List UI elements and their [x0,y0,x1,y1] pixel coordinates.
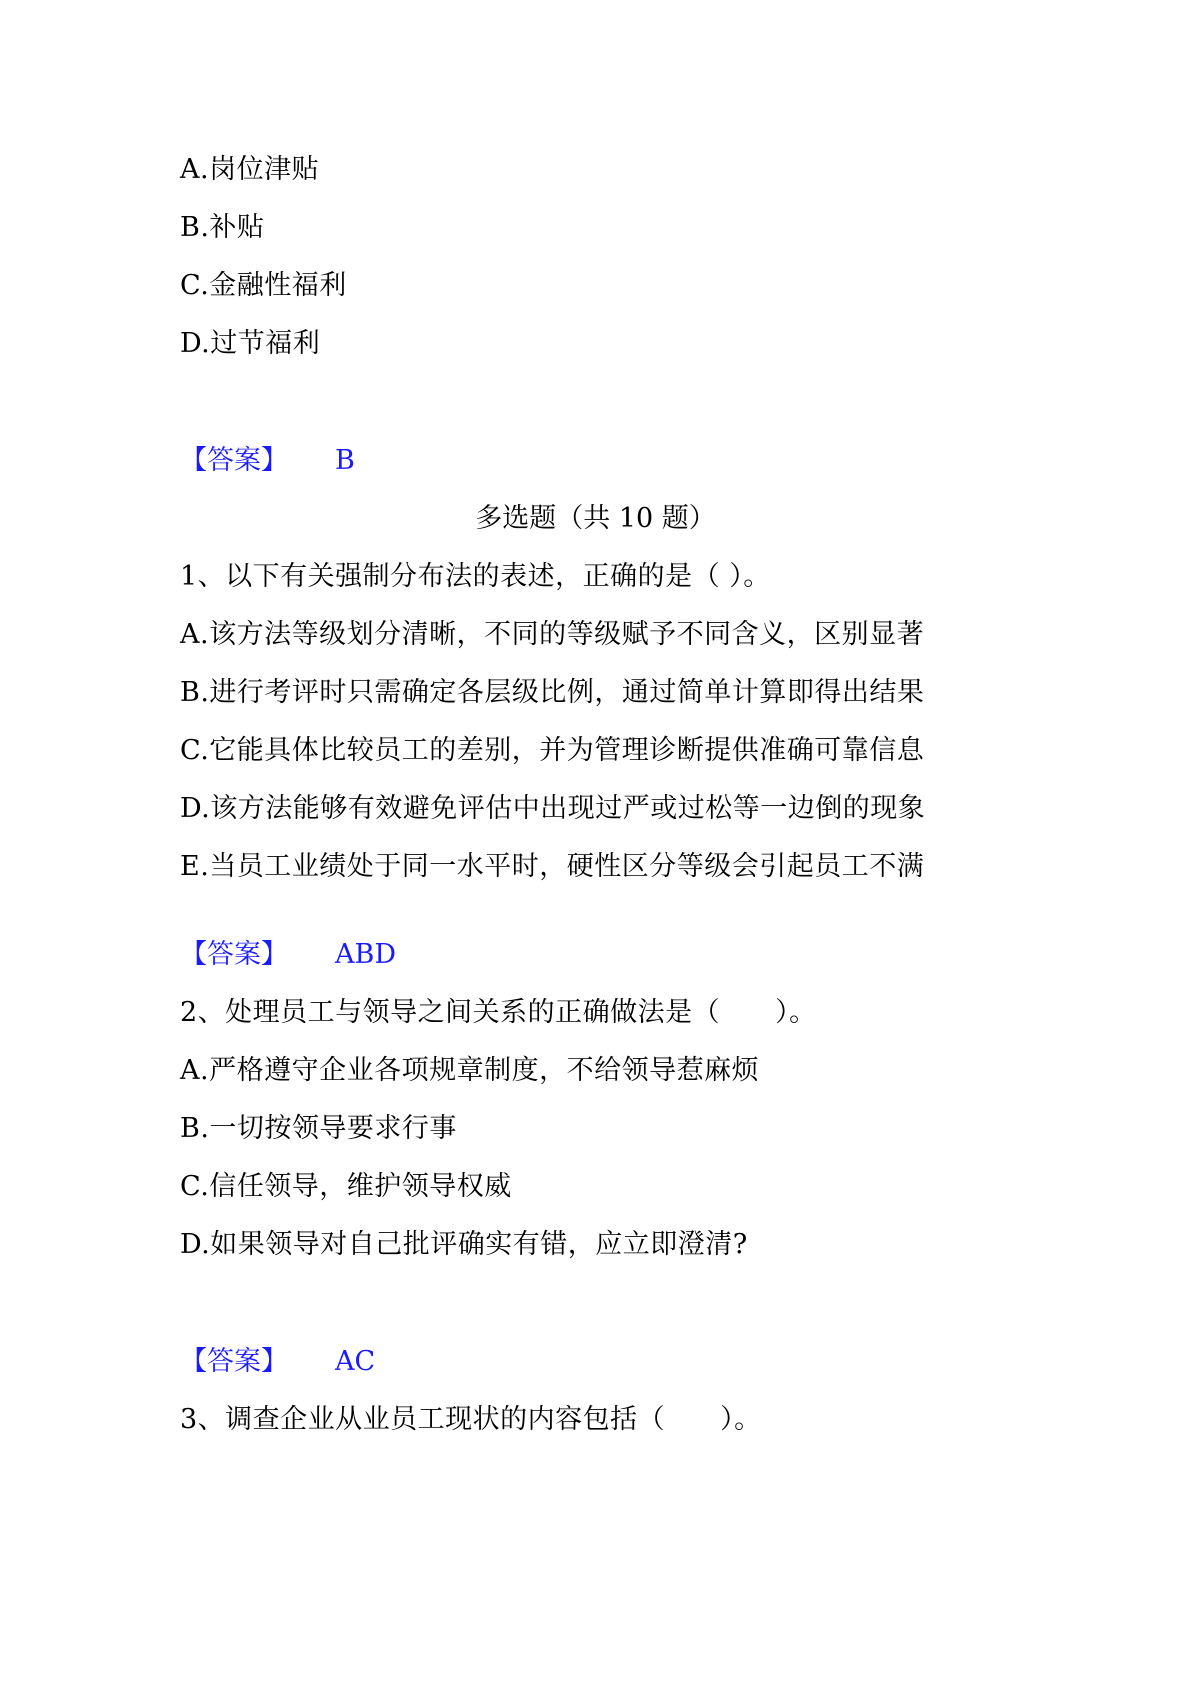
question-stem: 3、调查企业从业员工现状的内容包括（ ）。 [180,1404,762,1435]
option-a: A.岗位津贴 [180,154,320,185]
answer-row [180,1344,580,1380]
option-a: A.该方法等级划分清晰，不同的等级赋予不同含义，区别显著 [180,619,925,650]
answer-label: 【答案】 [180,445,288,476]
question-stem: 1、以下有关强制分布法的表述，正确的是（ ）。 [180,561,771,592]
option-a: A.严格遵守企业各项规章制度，不给领导惹麻烦 [180,1055,760,1086]
option-b: B.一切按领导要求行事 [180,1113,457,1144]
answer-label: 【答案】 [180,939,288,970]
answer-value: ABD [335,939,396,970]
option-b: B.进行考评时只需确定各层级比例，通过简单计算即得出结果 [180,677,925,708]
option-b: B.补贴 [180,212,265,243]
answer-value: AC [335,1346,376,1377]
option-e: E.当员工业绩处于同一水平时，硬性区分等级会引起员工不满 [180,851,925,882]
option-c: C.它能具体比较员工的差别，并为管理诊断提供准确可靠信息 [180,735,925,766]
answer-value: B [335,445,355,476]
answer-row [180,443,580,479]
option-d: D.过节福利 [180,328,321,359]
section-title: 多选题（共 10 题） [475,503,716,534]
option-d: D.该方法能够有效避免评估中出现过严或过松等一边倒的现象 [180,793,926,824]
question-stem: 2、处理员工与领导之间关系的正确做法是（ ）。 [180,997,817,1028]
option-c: C.金融性福利 [180,270,347,301]
answer-row [180,937,580,973]
option-c: C.信任领导，维护领导权威 [180,1171,512,1202]
answer-label: 【答案】 [180,1346,288,1377]
option-d: D.如果领导对自己批评确实有错，应立即澄清? [180,1229,748,1260]
